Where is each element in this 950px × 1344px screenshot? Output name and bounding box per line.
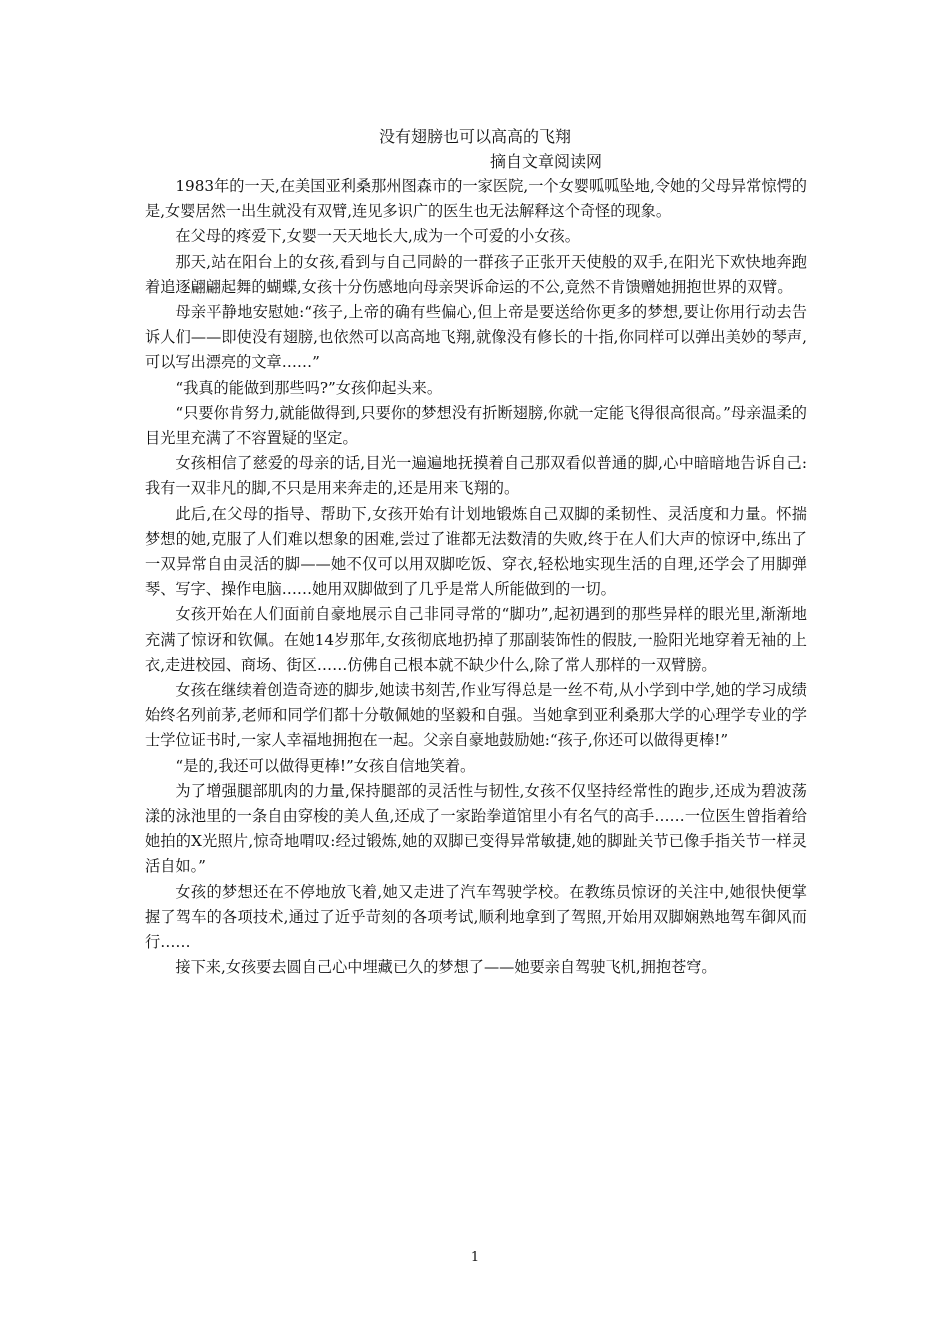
paragraph: 女孩开始在人们面前自豪地展示自己非同寻常的“脚功”,起初遇到的那些异样的眼光里,渐渐地充满了惊讶和钦佩。在她14岁那年,女孩彻底地扔掉了那副装饰性的假肢,一脸阳光地穿着无袖的上衣,走进校园、商场、街区……仿佛自己根本就不缺少什么,除了常人那样的一双臂膀。 bbox=[145, 605, 807, 674]
paragraph: 女孩在继续着创造奇迹的脚步,她读书刻苦,作业写得总是一丝不苟,从小学到中学,她的学习成绩始终名列前茅,老师和同学们都十分敬佩她的坚毅和自强。当她拿到亚利桑那大学的心理学专业的学士学位证书时,一家人幸福地拥抱在一起。父亲自豪地鼓励她:“孩子,你还可以做得更棒!” bbox=[145, 681, 807, 750]
paragraph: 女孩相信了慈爱的母亲的话,目光一遍遍地抚摸着自己那双看似普通的脚,心中暗暗地告诉自己:我有一双非凡的脚,不只是用来奔走的,还是用来飞翔的。 bbox=[145, 454, 807, 498]
paragraph: “是的,我还可以做得更棒!”女孩自信地笑着。 bbox=[175, 756, 476, 775]
page-number: 1 bbox=[470, 1250, 480, 1265]
paragraph: 为了增强腿部肌肉的力量,保持腿部的灵活性与韧性,女孩不仅坚持经常性的跑步,还成为碧波荡漾的泳池里的一条自由穿梭的美人鱼,还成了一家跆拳道馆里小有名气的高手……一位医生曾指着给她拍的X光照片,惊奇地喟叹:经过锻炼,她的双脚已变得异常敏捷,她的脚趾关节已像手指关节一样灵活自如。” bbox=[145, 781, 807, 876]
paragraph: 此后,在父母的指导、帮助下,女孩开始有计划地锻炼自己双脚的柔韧性、灵活度和力量。怀揣梦想的她,克服了人们难以想象的困难,尝过了谁都无法数清的失败,终于在人们大声的惊讶中,练出了一双异常自由灵活的脚——她不仅可以用双脚吃饭、穿衣,轻松地实现生活的自理,还学会了用脚弹琴、写字、操作电脑……她用双脚做到了几乎是常人所能做到的一切。 bbox=[145, 504, 807, 599]
paragraph: 母亲平静地安慰她:“孩子,上帝的确有些偏心,但上帝是要送给你更多的梦想,要让你用行动去告诉人们——即使没有翅膀,也依然可以高高地飞翔,就像没有修长的十指,你同样可以弹出美妙的琴声,可以写出漂亮的文章……” bbox=[145, 303, 807, 372]
paragraph: 在父母的疼爱下,女婴一天天地长大,成为一个可爱的小女孩。 bbox=[175, 227, 580, 246]
paragraph: 1983年的一天,在美国亚利桑那州图森市的一家医院,一个女婴呱呱坠地,令她的父母异常惊愕的是,女婴居然一出生就没有双臂,连见多识广的医生也无法解释这个奇怪的现象。 bbox=[145, 177, 807, 221]
article-title: 没有翅膀也可以高高的飞翔 bbox=[378, 127, 571, 146]
paragraph: 女孩的梦想还在不停地放飞着,她又走进了汽车驾驶学校。在教练员惊讶的关注中,她很快便掌握了驾车的各项技术,通过了近乎苛刻的各项考试,顺利地拿到了驾照,开始用双脚娴熟地驾车御风而行…… bbox=[145, 882, 807, 952]
paragraph: “我真的能做到那些吗?”女孩仰起头来。 bbox=[175, 378, 443, 397]
paragraph: 接下来,女孩要去圆自己心中埋藏已久的梦想了——她要亲自驾驶飞机,拥抱苍穹。 bbox=[175, 958, 717, 977]
paragraph: 那天,站在阳台上的女孩,看到与自己同龄的一群孩子正张开天使般的双手,在阳光下欢快地奔跑着追逐翩翩起舞的蝴蝶,女孩十分伤感地向母亲哭诉命运的不公,竟然不肯馈赠她拥抱世界的双臂。 bbox=[145, 252, 807, 296]
paragraph: “只要你肯努力,就能做得到,只要你的梦想没有折断翅膀,你就一定能飞得很高很高。”母亲温柔的目光里充满了不容置疑的坚定。 bbox=[145, 403, 807, 448]
article-source: 摘自文章阅读网 bbox=[490, 152, 603, 171]
article-body bbox=[145, 174, 807, 981]
